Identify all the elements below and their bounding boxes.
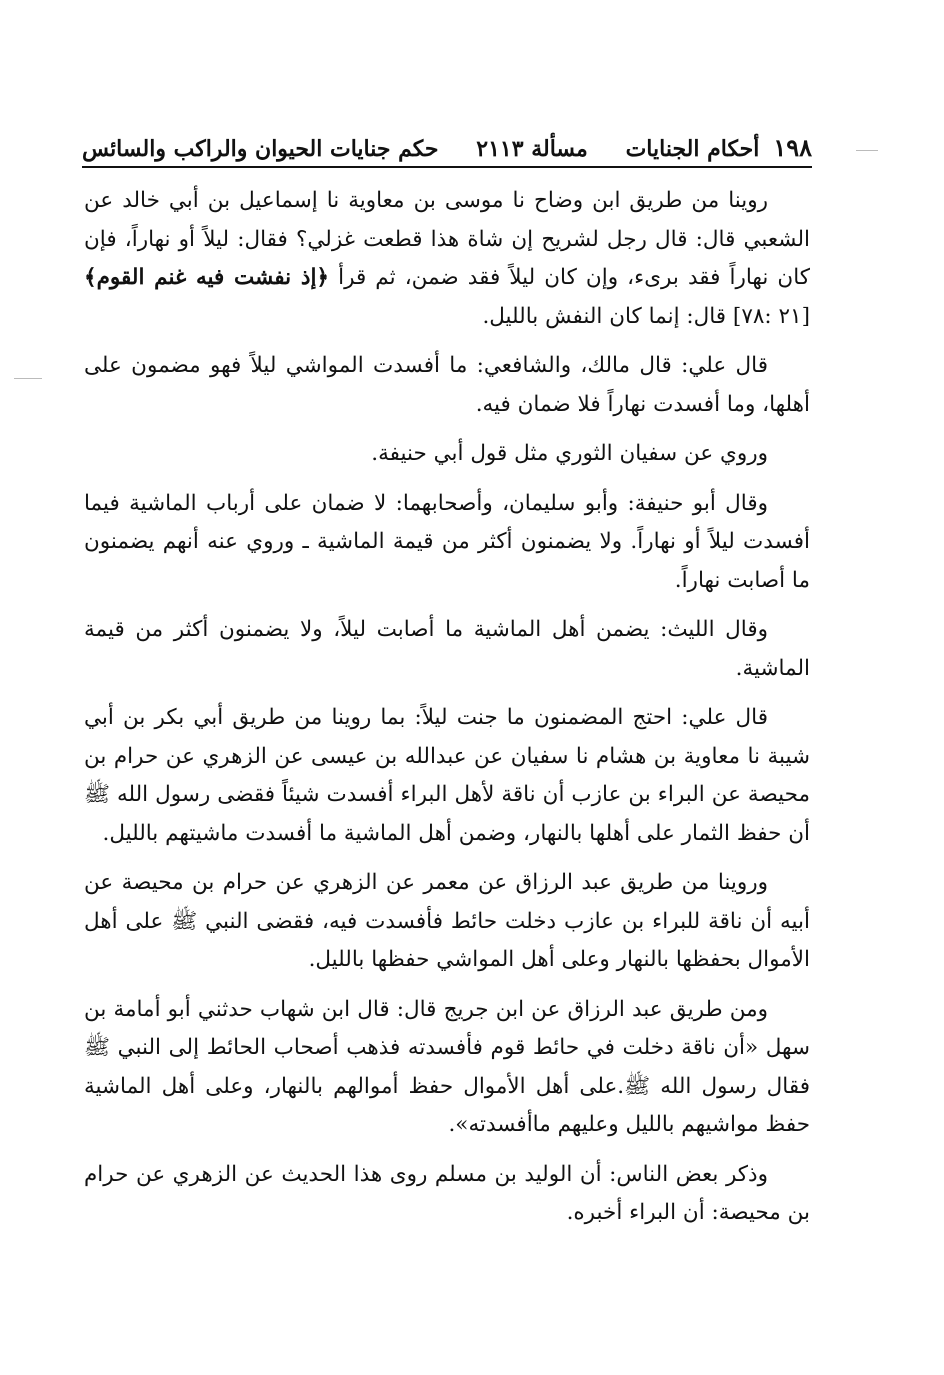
page-number: ١٩٨ — [773, 133, 812, 162]
margin-mark — [856, 150, 878, 151]
paragraph-text: روينا من طريق ابن وضاح نا موسى بن معاوية نا إسماعيل بن أبي خالد عن الشعبي قال: قال رجل لشريح إن شاة هذا قطعت غزلي؟ فقال: ليلاً أو نهاراً، فإن كان نهاراً فقد برىء، وإن كان ليلاً فقد ضمن، ثم قرأ — [84, 188, 810, 290]
paragraph: قال علي: قال مالك، والشافعي: ما أفسدت المواشي ليلاً فهو مضمون على أهلها، وما أفسدت نهاراً فلا ضمان فيه. — [84, 353, 810, 417]
paragraph: ومن طريق عبد الرزاق عن ابن جريج قال: قال ابن شهاب حدثني أبو أمامة بن سهل «أن ناقة دخلت في حائط قوم فأفسدته فذهب أصحاب الحائط إلى النبي ﷺ فقال رسول الله ﷺ.على أهل الأموال حفظ أموالهم بالنهار، وعلى أهل الماشية حفظ مواشيهم بالليل وعليهم ماأفسدته». — [84, 996, 810, 1137]
paragraph: وروي عن سفيان الثوري مثل قول أبي حنيفة. — [371, 441, 768, 466]
running-header — [82, 118, 812, 162]
quran-quote: ﴿إذ نفشت فيه غنم القوم﴾ — [84, 265, 330, 290]
paragraph: وروينا من طريق عبد الرزاق عن معمر عن الزهري عن حرام بن محيصة عن أبيه أن ناقة للبراء بن عازب دخلت حائط فأفسدت فيه، فقضى النبي ﷺ على أهل الأموال بحفظها بالنهار وعلى أهل المواشي حفظها بالليل. — [84, 870, 810, 972]
paragraph — [84, 182, 810, 336]
paragraph: وذكر بعض الناس: أن الوليد بن مسلم روى هذا الحديث عن الزهري عن حرام بن محيصة: أن البراء أخبره. — [84, 1161, 810, 1225]
issue-number: مسألة ٢١١٣ — [476, 136, 588, 162]
header-right — [626, 133, 812, 162]
body-text — [84, 182, 810, 1244]
header-rule — [82, 166, 812, 168]
chapter-title: حكم جنايات الحيوان والراكب والسائس — [82, 136, 439, 162]
paragraph: وقال أبو حنيفة: وأبو سليمان، وأصحابهما: لا ضمان على أرباب الماشية فيما أفسدت ليلاً أو نهاراً. ولا يضمنون أكثر من قيمة الماشية ـ وروي عنه أنهم يضمنون ما أصابت نهاراً. — [84, 490, 810, 593]
margin-mark — [14, 378, 42, 379]
paragraph: وقال الليث: يضمن أهل الماشية ما أصابت ليلاً، ولا يضمنون أكثر من قيمة الماشية. — [84, 617, 810, 681]
paragraph-text: [٢١ :٧٨] قال: إنما كان النفش بالليل. — [482, 303, 810, 329]
book-title: أحكام الجنايات — [625, 136, 760, 162]
paragraph: قال علي: احتج المضمنون ما جنت ليلاً: بما روينا من طريق أبي بكر بن أبي شيبة نا معاوية بن هشام نا سفيان عن عبدالله بن عيسى عن الزهري عن حرام بن محيصة عن البراء بن عازب أن ناقة لأهل البراء أفسدت شيئاً فقضى رسول الله ﷺ أن حفظ الثمار على أهلها بالنهار، وضمن أهل الماشية ما أفسدت ماشيتهم بالليل. — [84, 705, 810, 846]
